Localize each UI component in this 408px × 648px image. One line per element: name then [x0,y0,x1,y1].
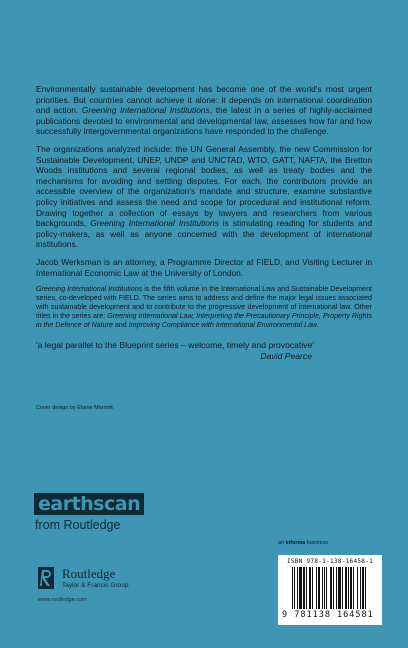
informa-suffix: business [305,540,329,546]
informa-prefix: an [278,540,286,546]
routledge-r-icon [38,567,54,589]
series-info [36,285,372,330]
routledge-website: www.routledge.com [38,597,87,603]
back-cover-text [36,84,372,362]
series-text: is the fifth volume in the International Law and Sustainable Development series, co-developed with FIELD. The series aims to address and define the major legal issues associated with sustainable development and to contribute to the progressive development of international law. Other titles in the series are: [36,285,372,321]
endorsement-quote [36,340,372,362]
barcode-panel [278,555,382,625]
informa-business-line [278,540,328,546]
routledge-name: Routledge [62,566,116,581]
barcode-bars [292,567,382,609]
book-title-italic: Greening International Institutions [90,218,219,229]
author-bio: Jacob Werksman is an attorney, a Programme Director at FIELD, and Visiting Lecturer in International Economic Law at the University of London. [36,256,372,278]
taylor-francis-group: Taylor & Francis Group [62,582,129,589]
book-title-italic: Greening International Institutions [36,285,143,294]
series-text: and [112,321,129,330]
cover-credit: Cover design by Elaine Marriott [36,405,113,411]
blurb-text: The organizations analyzed include: the UN General Assembly, the new Commission for Sustainable Development, UNEP, UNDP and UNCTAD, WTO, GATT, NAFTA, the Bretton Woods institutions and several regional bodies, as well as treaty bodies and the mechanisms for avoiding and settling disputes. For each, the contributors provide an accessible overview of the organization's mandate and structure, examine substantive policy initiatives and assess the need and scope for procedural and institutional reform. Drawing together a collection of essays by lawyers and researchers from various backgrounds, [36,143,372,229]
quote-attribution: David Pearce [260,351,312,362]
routledge-logo [38,567,128,603]
blurb-paragraph-1 [36,84,372,137]
series-text: . [317,321,320,330]
from-routledge: from Routledge [35,518,121,532]
series-titles-italic: Greening International Law, Interpreting the Precautionary Principle, Property Rights in the Defence of Nature [36,312,372,330]
blurb-text: Environmentally sustainable development has become one of the world's most urgent priorities. But countries cannot achieve it alone: it depends on international coordination and action. [36,84,372,116]
informa-brand: informa [285,540,306,546]
earthscan-wordmark: earthscan [34,493,144,515]
series-title-italic: Improving Compliance with International Environmental Law [128,321,318,330]
barcode-number: 9 781138 164581 [282,610,374,620]
earthscan-logo [34,493,144,532]
book-title-italic: Greening International Institutions [81,105,210,116]
blurb-text: is stimulating reading for students and policy-makers, as well as anyone concerned with the development of international institutions. [36,218,372,250]
quote-text: 'a legal parallel to the Blueprint series – welcome, timely and provocative' [36,340,314,351]
blurb-paragraph-2 [36,144,372,250]
blurb-text: , the latest in a series of highly-acclaimed publications devoted to environmental and developmental law, assesses how far and how successfully intergovernmental organizations have responded to the challenge. [36,105,372,137]
isbn-label: ISBN 978-1-138-16458-1 [286,558,374,565]
